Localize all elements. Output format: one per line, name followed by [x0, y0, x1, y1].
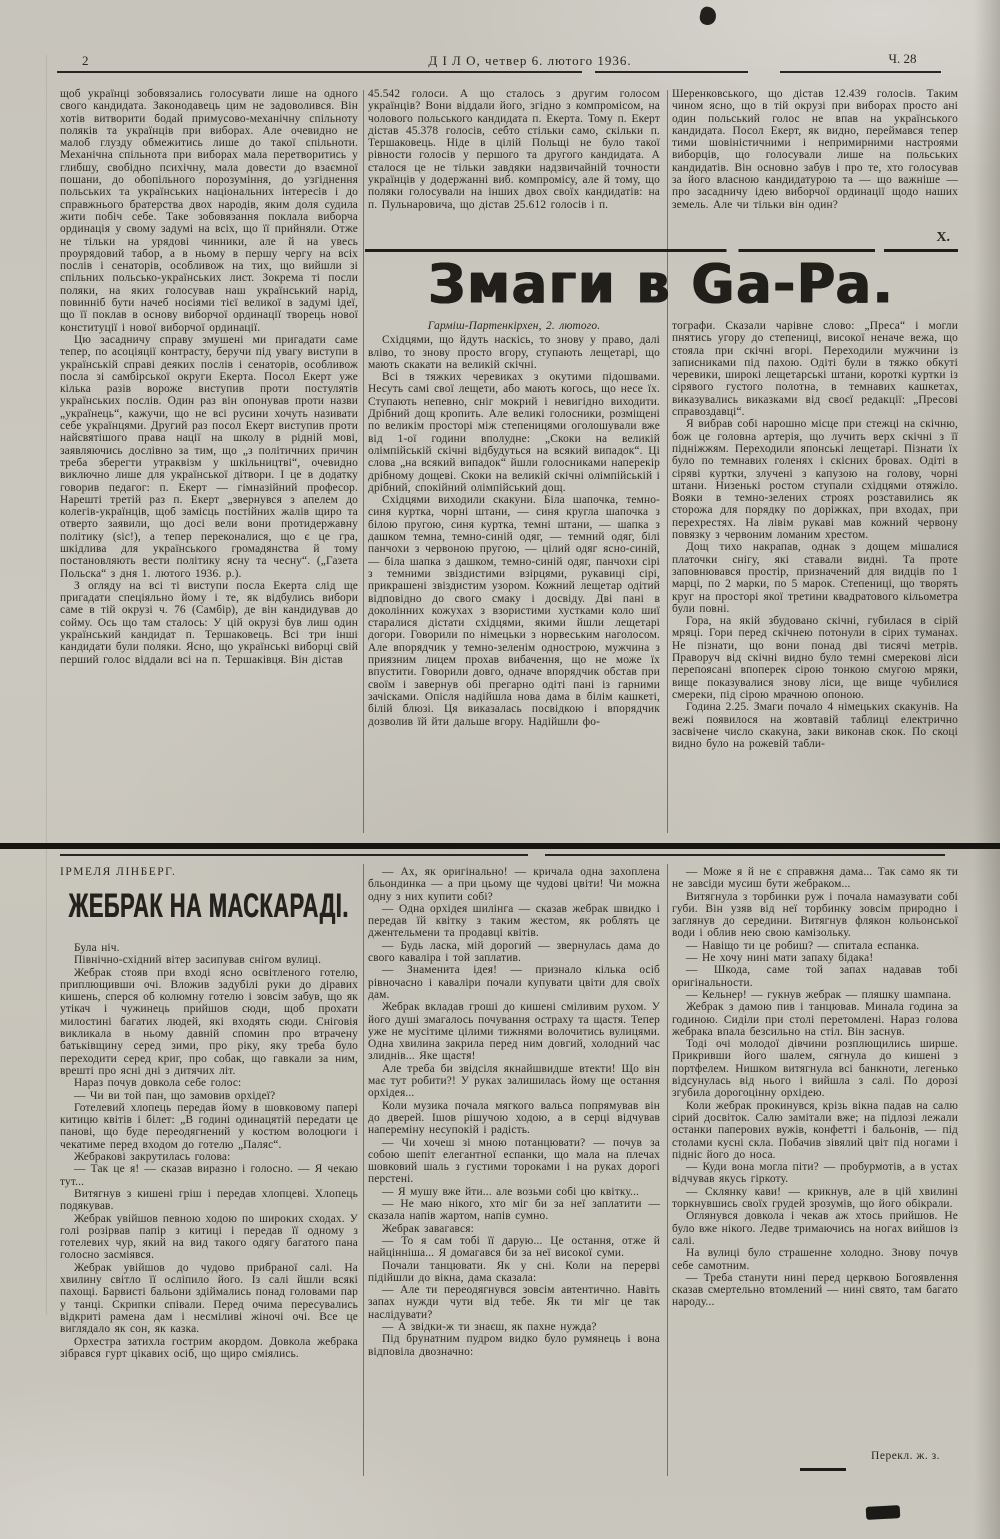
article-headline: Змаги в Ga-Pa. [428, 253, 895, 317]
section-divider-line [60, 854, 528, 856]
scan-edge-shading [974, 0, 1000, 1539]
gapa-column-1-text [368, 334, 660, 728]
paragraph: — А звідки-ж ти знаєш, як пахне нужда? [382, 1320, 597, 1333]
story-column-3 [672, 866, 958, 1448]
paragraph: Почали танцювати. Як у сні. Коли на перерві підійшли до вікна, дама сказала: [368, 1259, 660, 1284]
paragraph: Східцями виходили скакуни. Біла шапочка, темно-синя куртка, чорні штани, — синя кругла шапочка з білою пругою, синя куртка, темні штани, — шапка з дашком темна, темно-синій одяг, — темний одяг, білі панчохи з червоною пругою, — цілий одяг ясно-синій, — біла шапка з дашком, темно-синій одяг, панчохи сірі з темними звіздистими взірцями, рукавиці сірі, прикрашені звіздистим узором. Кожний лещетар одітий відповідно до свого смаку і досвіду. Дві пані в доколінних кожухах з взористими хустками коло шиї старалися дістати східцями, якими йшли лещетарі догори. Говорили по німецьки з норвеським наголосом. Але впорядчик у темно-зеленім однострою, мужчина з приязним лицем прохав вибачення, що не може їх впустити. Говорили довго, одначе впорядчик обстав при своїм і завернув обі прегарно одіті пані із гарними зачісками. Опісля надійшла нова дама в білім кашкеті, білій блюзі. Ця виказалась посвідкою і впорядчик дозволив їй йти дальше вгору. Надійшли фо- [368, 494, 660, 728]
paragraph: Тоді очі молодої дівчини розплющились ширше. Прикривши його шалем, сягнула до кишені з портфелем. Нишком витягнула всі банкноти, легенько відсунулась від нього і вийшла з салі. По дорозі згубила дорогоцінну орхідею. [672, 1038, 958, 1100]
paragraph: — Не маю нікого, хто міг би за неї заплатити — сказала напів жартом, напів сумно. [368, 1198, 660, 1223]
ink-blot [698, 6, 717, 27]
paragraph: Але треба би звідсіля якнайшвидше втекти! Що він має тут робити?! У руках залишилась йому ще остання орхідея... [368, 1062, 660, 1100]
paragraph: — То я сам тобі її дарую... Це остання, отже й найцінніша... Я домагався би за неї високої суми. [368, 1234, 660, 1260]
paragraph: Жебрак завагався: [382, 1222, 474, 1235]
masthead: Д І Л О, четвер 6. лютого 1936. [428, 53, 632, 68]
paragraph: Жебрак вкладав гроші до кишені сміливим рухом. У його душі змагалось почування остраху та щастя. Тепер уже не мусітиме цілими тижнями волочитись вулицями. Одна хвилина закрила перед ним довгий, холодний час злиднів... Яке щастя! [368, 1001, 660, 1063]
column-rule [363, 864, 364, 1476]
paragraph: Жебрак з дамою пив і танцював. Минала година за годиною. Сиділи при столі перетомлені. Нараз голова жебрака впала безсильно на стіл. Він заснув. [672, 1001, 958, 1038]
column-rule [363, 90, 364, 833]
story-title [60, 885, 358, 925]
paragraph: Північно-східний вітер засипував снігом вулиці. [74, 954, 322, 967]
paragraph: Орхестра затихла гострим акордом. Довкола жебрака зібрався гурт цікавих осіб, що щиро сміялись. [60, 1335, 358, 1360]
paragraph: Жебрак стояв при вході ясно освітленого готелю, приплющивши очі. Вложив задубілі руки до діравих кишень, сперся об колюмну готелю і зовсім забув, що як утікач і чужинець прийшов сюди, щоб прохати милостині багатих людей, які входять сюди. Сніговія викликала в ньому давній спомин про втрачену батьківщину серед зими, про ріку, яку треба було переходити серед криг, про собак, що гавкали за ним, врешті про ясні дні з дитячих літ. [60, 966, 358, 1077]
translator-credit: Перекл. ж. з. [871, 1450, 940, 1462]
page-number: 2 [82, 53, 89, 68]
story-column-2 [368, 866, 660, 1476]
story-title-text: ЖЕБРАК НА МАСКАРАДІ. [68, 885, 350, 925]
paragraph: Готелевий хлопець передав йому в шовковому папері китицю квітів і білет: „В годині одинацятій передати це панові, що буде переодягнений у костюм волоцюги і чекатиме перед входом до готелю „Паляс“. [60, 1101, 358, 1151]
fold-line [46, 55, 47, 1315]
paragraph: — Знаменита ідея! — признало кілька осіб рівночасно і каваліри почали купувати цвіти для своїх дам. [368, 964, 660, 1001]
gapa-column-1 [368, 320, 660, 834]
issue-number: Ч. 28 [888, 51, 917, 66]
paragraph: Була ніч. [74, 942, 120, 954]
paragraph: Година 2.25. Змаги почало 4 німецьких скакунів. На вежі появилося на жовтавій таблиці електрично засвічене число скакуна, заки виконав скок. По скоці видно було на рожевій табли- [672, 701, 958, 751]
gapa-column-2 [672, 320, 958, 834]
header-rule [595, 71, 748, 73]
section-divider-bar [0, 843, 1000, 849]
paragraph: — Чи хочеш зі мною потанцювати? — почув за собою шепіт елегантної еспанки, що мала на плечах шовковий шаль з густими тороками і на руках дорогі перстені. [368, 1136, 660, 1186]
paragraph: Всі в тяжких черевиках з окутими підошвами. Несуть самі свої лещети, або мають когось, що несе їх. Ступають непевно, сніг мокрий і невигідно виходити. Дрібний дощ кропить. Але великі голосники, розміщені по великім просторі між степеницями оголошували вже від 1-ої години вполудне: „Скоки на великій олімпійській скічні відбудуться на всякий випадок“. Ці слова „на всякий випадок“ йшли голосниками наперекір дрібному дощеві. Скоки на великій скічні олімпійській і дрібний, спокійний олімпійський дощ. [368, 371, 660, 494]
end-dash [800, 1468, 846, 1471]
paragraph: — Але ти переодягнувся зовсім автентично. Навіть запах нужди чути від тебе. Як ти міг це так наслідувати? [368, 1284, 660, 1321]
paragraph: 45.542 голоси. А що сталось з другим голосом українців? Вони віддали його, згідно з компромісом, на чолового польського кандидата п. Екерта. Тому п. Екерт дістав 45.378 голосів, себто стільки само, скільки п. Тершаковець. Ніде в цілій Польщі не було такої рівности голосів у першого та другого кандидата. А сталося це не тільки завдяки надзвичайній точности українців у додержанні виб. компромісу, але й тому, що поляки голосували на інших двох своїх кандидатів: на п. Пульнаровича, що дістав 25.612 голосів і п. [368, 88, 660, 211]
paragraph: Витягнув з кишені гріш і передав хлопцеві. Хлопець подякував. [60, 1187, 358, 1213]
paragraph: — Кельнер! — гукнув жебрак — пляшку шампана. [686, 988, 952, 1001]
paragraph: — Навіщо ти це робиш? — спитала еспанка. [686, 939, 920, 952]
dateline: Гарміш-Партенкірхен, 2. лютого. [427, 320, 601, 332]
paragraph: — Може я й не є справжня дама... Так само як ти не завсіди мусиш бути жебраком... [672, 866, 958, 891]
paragraph: — Куди вона могла піти? — пробурмотів, а в устах відчував якусь гіркоту. [672, 1161, 958, 1186]
headline-rule [365, 249, 958, 252]
paragraph: З огляду на всі ті виступи посла Екерта слід ще пригадати спеціяльно йому і те, як відбулись вибори саме в тій окрузі ч. 76 (Самбір), де він кандидував до сойму. Ось що там сталось: У цій окрузі був лиш один український кандидат п. Тершаковець. Всі три інші кандидати були поляки. Ясно, що українські виборці свій перший голос віддали всі на п. Тершаківця. Він дістав [60, 579, 358, 666]
paragraph: Жебракові закрутилась голова: [74, 1151, 231, 1164]
paragraph: Східцями, що йдуть наскісь, то знову у право, далі вліво, то знову просто вгору, ступають лещетарі, що мають скакати на великій скічні. [368, 334, 660, 371]
paragraph: — Так це я! — сказав виразно і голосно. — Я чекаю тут... [60, 1163, 358, 1188]
paragraph: Витягнула з торбинки руж і почала намазувати собі губи. Він узяв від неї торбинку зовсім природно і заглянув до середини. Витягнув флякон кольонської води і облив нею свою камізольку. [672, 890, 958, 940]
paragraph: — Треба станути нині перед церквою Богоявлення сказав смертельно втомлений — нині свято, там багато народу... [672, 1271, 958, 1309]
paragraph: — Чи ви той пан, що замовив орхідеї? [74, 1089, 276, 1102]
paragraph: — Склянку кави! — крикнув, але в цій хвилині торкнувшись своїх грудей зрозумів, що його обікрали. [672, 1185, 958, 1211]
paragraph: щоб українці зобовязались голосувати лише на одного свого кандидата. Законодавець цим не задоволився. Він хотів витворити бодай примусово-механічну спільноту поляків та українців при виборах. Але очевидно не малоб глузду обмежитись лише до такої спільноти. Механічна спільнота при виборах мала перетворитись у глибшу, свобідно психічну, мала довести до взаємної пошани, до обопільного порозуміння, до узгіднення польських та українських національних інтересів і до справжнього братерства двох народів, яким доля судила жити побіч себе. Таке зобовязання поклала виборча ординація у свому задумі на всіх, що її прийняли. Отже не тільки на урядові чинники, але й на увесь проурядовий табор, а в ньому в першу чергу на всіх послів і сенаторів, особливож на тих, що вийшли зі спільних польсько-українських лист. Зокрема ті посли поляки, на яких голосував наш український нарід, повинніб бути начеб носіями тієї великої в задумі ідеї, що її поклав в основу виборчої ординації творець нової конституції і нової виборчої ординації. [60, 88, 358, 334]
paragraph: — Не хочу нині мати запаху бідака! [686, 952, 874, 965]
column-rule [667, 90, 668, 833]
story-column-1 [60, 942, 358, 1474]
paragraph: Жебрак увійшов до чудово прибраної салі. На хвилину світло її осліпило його. Із салі йшли всякі пахощі. Барвисті бальони здіймались понад головами пар у танці. Скрипки співали. Перед очима пересувались відкриті рамена дам і несміливі жіночі очі. Все це виглядало як сон, як казка. [60, 1261, 358, 1336]
paragraph: — Одна орхідея шилінга — сказав жебрак швидко і передав їй квітку з таким жестом, як роблять це джентельмени та продавці квітів. [368, 902, 660, 940]
paragraph: Шеренковського, що дістав 12.439 голосів. Таким чином ясно, що в тій окрузі при виборах просто ані один польський голос не впав на українського кандидата. Посол Екерт, як видно, переймався тепер тими шовіністичними і непримирними настроями виборців, що голосували лише на польських кандидатів. Він основно забув і про те, хто голосував за його власною кандидатурою та — що важніше — про засадничу ідею виборчої ординації щодо наших земель. Але чи тільки він один? [672, 88, 958, 211]
header-rule [780, 71, 941, 73]
paragraph: Коли музика почала мягкого вальса попрямував він до дверей. Ішов рішучою ходою, а в серці відчував напереміну несупокій і радість. [368, 1099, 660, 1137]
paragraph: На вулиці було страшенне холодно. Знову почув себе самотним. [672, 1247, 958, 1272]
ink-blot [866, 1505, 901, 1520]
paragraph: Жебрак увійшов певною ходою по широких сходах. У голі розірвав папір з китиці і передав її одному з готелевих чур, який на вид такого одягу багатого пана голосно засміявся. [60, 1212, 358, 1262]
paragraph: Я вибрав собі нарошно місце при стежці на скічню, бож це головна артерія, що лучить верх скічні з її підніжжям. Переходили японські лещетарі. Пізнати їх було по темнавих голенях і скісних бровах. Одіті в сіряві куртки, злучені з капузою на голову, чорні штани. Низенькі ростом ступали східцями отяжіло. Вояки в темно-зелених строях розставились як сторожа для порядку по доріжках, при входах, при перехрестях. На лівім рукаві мав кожний червону повязку з червоним ломаним хрестом. [672, 418, 958, 542]
story-byline: ІРМЕЛЯ ЛІНБЕРГ. [60, 866, 177, 878]
paragraph: Оглянувся довкола і чекав аж хтось прийшов. Не було вже нікого. Ледве тримаючись на ногах вийшов із салі. [672, 1210, 958, 1247]
paragraph: тографи. Сказали чарівне слово: „Преса“ і могли пнятись угору до степениці, високої неначе вежа, що стояла при скічні вгорі. Переходили мужчини із записниками під пахою. Одіті були в тяжко обкуті черевики, широкі лещетарські штани, короткі куртки із сірявого густого полотна, в темнавих кашкетах, виказувались виказками від своєї редакції: „Пресові справоздавці“. [672, 320, 958, 419]
column-rule [667, 864, 668, 1476]
paragraph: Цю засадничу справу змушені ми пригадати саме тепер, по асоціяції контрасту, беручи під увагу виступи в українській справі деяких послів і сенаторів, особливож посла зі самбірської округи Екерта. Посол Екерт уже кілька разів вороже виступив проти постулятів українських послів. Один раз він опонував проти назви „українець“, кажучи, що не всі русини хочуть називати себе українцями. Другий раз посол Екерт виступив проти найсвятішого права нації на школу в рідній мові, заявляючись дослівно за тим, що „з політичних причин треба зберегти утраквізм у шкільництві“, очевидно виключно лише для української дітвори. І це в додатку говорив педагог: п. Екерт — гімназійний професор. Нарешті третій раз п. Екерт „звернувся з апелем до колегів-українців, щоб замісць постійних жалів щиро та отверто заявили, що досі вели вони протидержавну політику (sic!), а тепер переконалися, що є це гра, шкідлива для українського громадянства й тому постановляють вести політику ясну та чесну“. („Газета Польска“ з дня 1. лютого 1936. р.). [60, 333, 358, 580]
paragraph: — Будь ласка, мій дорогий — звернулась дама до свого каваліра і той заплатив. [368, 939, 660, 965]
editorial-column-3 [672, 88, 958, 250]
paragraph: — Я мушу вже йти... але возьми собі цю квітку... [382, 1185, 640, 1198]
paragraph: — Шкода, саме той запах надавав тобі оригінальности. [672, 964, 958, 989]
author-signature: X. [936, 230, 950, 245]
paragraph: — Ах, як оригінально! — кричала одна захоплена бльондинка — а при цьому ще чудові цвіти! Чи можна одну з них купити собі? [368, 866, 660, 903]
editorial-column-2 [368, 88, 660, 250]
paragraph: Гора, на якій збудовано скічні, губилася в сірій мряці. Гори перед скічнею потонули в сірих туманах. Не пізнати, що вони понад дві тисячі метрів. Праворуч від скічні видно було темні смерекові ліси перепоясані впоперек сірою тонкою смугою мряки, вище показувалися знову ліси, ще вище чубилися смереки, під сірою мрачною опоною. [672, 615, 958, 701]
editorial-column-1 [60, 88, 358, 832]
paragraph: Нараз почув довкола себе голос: [74, 1077, 242, 1090]
header-rule [57, 71, 582, 73]
paragraph: Дощ тихо накрапав, однак з дощем мішалися платочки снігу, які ставали видні. Та проте заповнювався простір, призначений для видців по 1 марці, по 2 марки, по 5 марок. Степениці, що творять круг на просторі якої третини квадратового кільометра були повні. [672, 541, 958, 615]
section-divider-line [545, 854, 945, 856]
paragraph: Під брунатним пудром видко було румянець і вона відповіла двозначно: [368, 1333, 660, 1358]
paragraph: Коли жебрак прокинувся, крізь вікна падав на салю сірий досвіток. Салю замітали вже; на підлозі лежали останки паперових вужів, конфетті і бальонів, — під столами кусні скла. Побачив зівялий цвіт під ногами і підніс його до носа. [672, 1099, 958, 1161]
